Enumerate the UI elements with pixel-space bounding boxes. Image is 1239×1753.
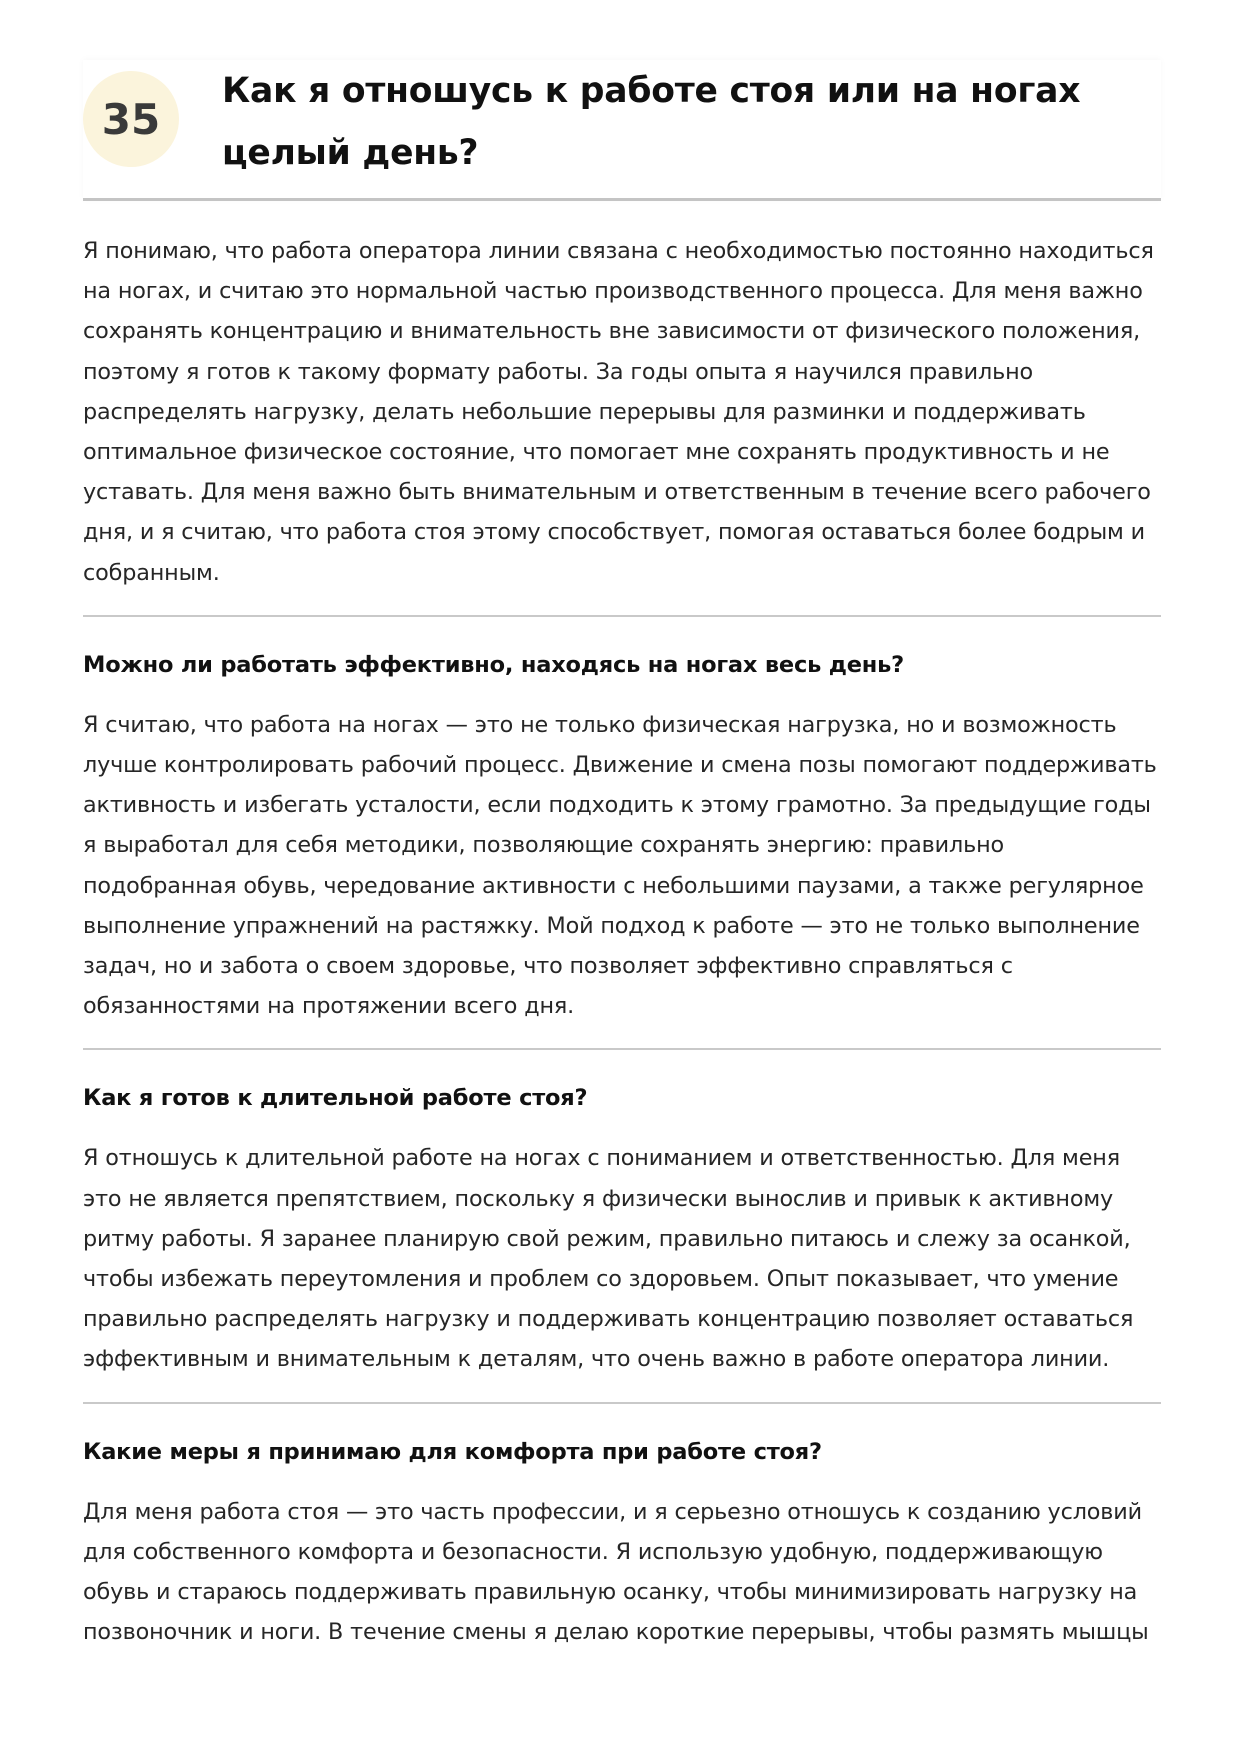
- intro-paragraph: Я понимаю, что работа оператора линии связана с необходимостью постоянно находиться на ногах, и считаю это нормальной частью производственного процесса. Для меня важно сохранять концентрацию и внимательность вне зависимости от физического положения, поэтому я готов к такому формату работы. За годы опыта я научился правильно распределять нагрузку, делать небольшие перерывы для разминки и поддерживать оптимальное физическое состояние, что помогает мне сохранять продуктивность и не уставать. Для меня важно быть внимательным и ответственным в течение всего рабочего дня, и я считаю, что работа стоя этому способствует, помогая оставаться более бодрым и собранным.: [83, 238, 1154, 586]
- section-paragraph: Я считаю, что работа на ногах — это не только физическая нагрузка, но и возможность лучше контролировать рабочий процесс. Движение и смена позы помогают поддерживать активность и избегать усталости, если подходить к этому грамотно. За предыдущие годы я выработал для себя методики, позволяющие сохранять энергию: правильно подобранная обувь, чередование активности с небольшими паузами, а также регулярное выполнение упражнений на растяжку. Мой подход к работе — это не только выполнение задач, но и забота о своем здоровье, что позволяет эффективно справляться с обязанностями на протяжении всего дня.: [83, 711, 1157, 1020]
- section-heading: Как я готов к длительной работе стоя?: [83, 1085, 588, 1112]
- document-page: [83, 60, 1161, 1652]
- section-heading: Можно ли работать эффективно, находясь на ногах весь день?: [83, 651, 904, 678]
- section-paragraph: Я отношусь к длительной работе на ногах с пониманием и ответственностью. Для меня это не является препятствием, поскольку я физически вынослив и привык к активному ритму работы. Я заранее планирую свой режим, правильно питаюсь и слежу за осанкой, чтобы избежать переутомления и проблем со здоровьем. Опыт показывает, что умение правильно распределять нагрузку и поддерживать концентрацию позволяет оставаться эффективным и внимательным к деталям, что очень важно в работе оператора линии.: [83, 1145, 1134, 1373]
- section-efficiency: [83, 617, 1161, 1051]
- question-number-badge: 35: [83, 71, 179, 167]
- section-readiness: [83, 1050, 1161, 1403]
- section-paragraph: Для меня работа стоя — это часть профессии, и я серьезно отношусь к созданию условий для собственного комфорта и безопасности. Я использую удобную, поддерживающую обувь и стараюсь поддерживать правильную осанку, чтобы минимизировать нагрузку на позвоночник и ноги. В течение смены я делаю короткие перерывы, чтобы размять мышцы: [83, 1498, 1149, 1646]
- section-comfort: [83, 1404, 1161, 1653]
- section-heading: Какие меры я принимаю для комфорта при работе стоя?: [83, 1438, 822, 1465]
- question-header: [83, 60, 1161, 201]
- question-title: Как я отношусь к работе стоя или на ногах целый день?: [222, 71, 1081, 173]
- intro-section: [83, 201, 1161, 617]
